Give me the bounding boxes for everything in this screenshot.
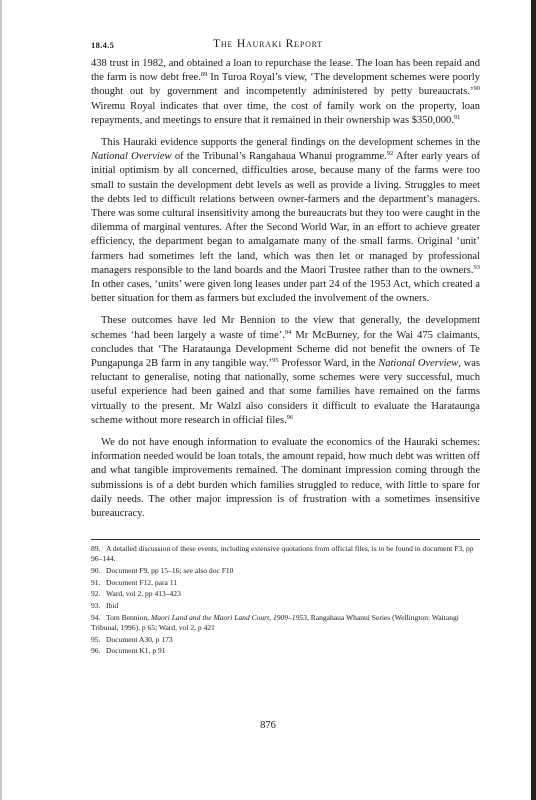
footnote-ref: 96 (286, 413, 294, 421)
footnote-number: 96. (91, 646, 101, 656)
footnote-number: 89. (91, 544, 101, 553)
footnote-text: Document F12, para 11 (106, 577, 177, 587)
section-number: 18.4.5 (91, 40, 115, 50)
footnote (91, 635, 480, 645)
text-run: Wiremu Royal indicates that over time, the cost of family work on the property, loan repayments, and meetings to ensure that it remained in their ownership was $350,000. (91, 100, 480, 126)
text-run: We do not have enough information to evaluate the economics of the Hauraki schemes: information needed would be loan totals, the amount repaid, how much debt was written off and what tangible improvements remained. The dominant impression coming through the submissions is of a debt burden which families struggled to reduce, with little to spare for daily needs. The other major impression is of frustration with a sometimes insensitive bureaucracy. (91, 437, 480, 520)
page-number: 876 (260, 720, 276, 731)
text-run: In Turoa Royal’s view, ‘The development schemes were poorly thought out by government and incompetently administered by petty bureaucrats.’ (91, 72, 481, 98)
footnote (91, 578, 480, 588)
footnote-number: 91. (91, 577, 101, 587)
text-run: Mr McBurney, for the Wai 475 claimants, concludes that ‘The Harataunga Development Scheme did not benefit the owners of Te Pungapunga 2B farm in any tangible way.’ (91, 329, 480, 370)
text-run: 438 trust in 1982, and obtained a loan to repurchase the lease. The loan has been repaid and the farm is now debt free. (91, 58, 480, 84)
footnote-divider (91, 539, 480, 540)
footnote-text (91, 613, 459, 632)
footnotes (91, 544, 480, 658)
text-run: Tom Bennion, (106, 612, 151, 622)
footnote (91, 646, 480, 656)
footnote (91, 613, 480, 633)
running-header: The Hauraki Report (212, 37, 323, 50)
text-run: In other cases, ‘units’ were given long leases under part 24 of the 1953 Act, which created a better situation for them as farmers but excluded the involvement of the owners. (91, 279, 480, 305)
footnote-number: 90. (91, 565, 101, 575)
footnote-ref: 94 (284, 328, 292, 336)
text-run: This Hauraki evidence supports the general findings on the development schemes in the (101, 137, 480, 149)
italic-title: Maori Land and the Maori Land Court, 1909–1953 (150, 612, 307, 622)
paragraph (91, 136, 480, 306)
footnote-text: Document A30, p 173 (106, 634, 173, 644)
footnote-text: Document K1, p 91 (106, 646, 166, 656)
text-run: After early years of initial optimism by all concerned, difficulties arose, because many of the farms were too small to sustain the development debt levels as well as provide a living. Struggles to meet the debts led to difficult relations between owner-farmers and the department’s managers. There was some cultural insensitivity among the bureaucrats but they too were caught in the dilemma of marginal ventures. After the Second World War, in an effort to achieve greater efficiency, the department began to amalgamate many of the small farms. Original ‘unit’ farmers had sometimes left the land, which was then let or managed by professional managers responsible to the land boards and the Maori Trustee rather than to the owners. (91, 151, 480, 276)
italic-title: National Overview (378, 358, 459, 370)
footnote-ref: 90 (473, 85, 480, 93)
footnote-number: 92. (91, 589, 101, 599)
text-run: These outcomes have led Mr Bennion to the view that generally, the development schemes ‘had been largely a waste of time’. (91, 315, 480, 341)
paragraph (91, 314, 480, 428)
footnote (91, 544, 480, 564)
footnote-text: Document F9, pp 15–16; see also doc F10 (106, 565, 234, 575)
footnote-text: Ibid (106, 601, 119, 611)
footnote (91, 601, 480, 611)
footnote (91, 566, 480, 576)
italic-title: National Overview (91, 151, 172, 163)
footnote-ref: 92 (386, 150, 394, 158)
text-run: , was reluctant to generalise, noting that nationally, some schemes were very successful, much useful experience had been gained and that some families have remained on the farms virtually to the present. Mr Walzl also considers it difficult to evaluate the Harataunga scheme without more research in official files. (91, 358, 481, 426)
footnote-number: 93. (91, 601, 101, 611)
footnote-ref: 89 (200, 71, 208, 79)
paragraph (91, 57, 480, 128)
footnote-ref: 93 (473, 263, 480, 271)
footnote (91, 589, 480, 599)
text-run: Professor Ward, in the (278, 358, 379, 370)
text-run: of the Tribunal’s Rangahaua Whanui programme. (171, 151, 387, 163)
page-edge-left (0, 0, 2, 800)
paragraph (91, 436, 480, 521)
footnote-text: Ward, vol 2, pp 413–423 (106, 589, 181, 599)
footnote-number: 94. (91, 612, 101, 622)
footnote-ref: 95 (272, 357, 279, 365)
footnote-number: 95. (91, 634, 101, 644)
body-text (91, 57, 480, 529)
footnote-text: A detailed discussion of these events, including extensive quotations from official files, is to be found in document F3, pp 96–144. (91, 544, 474, 564)
page-edge-right (531, 0, 536, 800)
footnote-ref: 91 (453, 113, 461, 121)
text-run: , Rangahaua Whanui Series (Wellington: Waitangi Tribunal, 1996), p 65; Ward, vol 2, p 421 (91, 612, 459, 632)
